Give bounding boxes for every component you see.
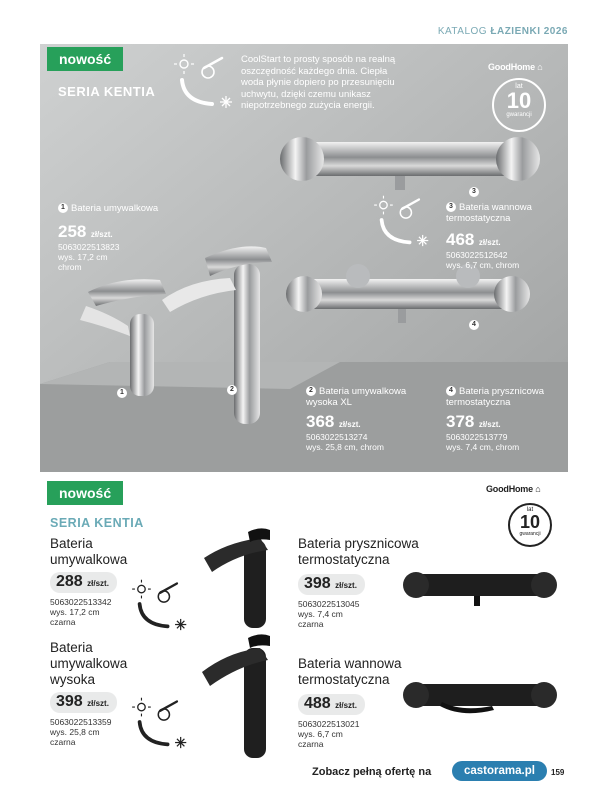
product-height: wys. 17,2 cm [50, 607, 100, 617]
product-finish: czarna [298, 739, 324, 749]
marker-3: 3 [469, 187, 479, 197]
home-icon: ⌂ [535, 484, 541, 494]
warranty-badge-top [492, 78, 546, 132]
product-ean: 5063022512642 [446, 250, 508, 260]
product-height: wys. 6,7 cm [298, 729, 343, 739]
warranty-bottom-label: gwarancji [506, 112, 532, 118]
price-box [50, 572, 117, 593]
coolstart-icon-dark-2 [132, 694, 192, 750]
product-finish: czarna [50, 617, 76, 627]
series-title-top: SERIA KENTIA [58, 84, 156, 99]
home-icon: ⌂ [537, 62, 543, 72]
catalog-label: KATALOG [437, 26, 488, 37]
product-price: 288 [56, 573, 83, 590]
warranty-top-label: lat [515, 83, 523, 90]
product-name-line: umywalkowa [50, 656, 128, 671]
product-height: wys. 25,8 cm [50, 727, 100, 737]
goodhome-logo-top: GoodHome ⌂ [488, 62, 543, 72]
product-height: wys. 7,4 cm [298, 609, 343, 619]
product-name: 3 Bateria wannowa termostatyczna [446, 202, 532, 224]
product-ean: 5063022513021 [298, 719, 360, 729]
castorama-link[interactable]: castorama.pl [452, 761, 547, 781]
price-unit: zł/szt. [335, 701, 357, 710]
price-unit: zł/szt. [478, 420, 501, 429]
top-product-2 [306, 386, 426, 452]
black-basin-faucet-image [198, 520, 278, 630]
product-height: wys. 6,7 cm, chrom [446, 260, 520, 270]
product-finish: czarna [50, 737, 76, 747]
product-name-line: wysoka [50, 672, 96, 687]
warranty-badge-bottom [508, 503, 552, 547]
product-ean: 5063022513359 [50, 717, 112, 727]
product-name-line: Bateria [50, 536, 93, 551]
product-name: 2 Bateria umywalkowa wysoka XL [306, 386, 407, 408]
product-name-line: Bateria prysznicowa [298, 536, 419, 551]
price-unit: zł/szt. [335, 581, 357, 590]
warranty-years: 10 [506, 88, 532, 113]
product-name: 1 Bateria umywalkowa [58, 203, 178, 214]
new-badge-bottom: nowość [47, 481, 123, 505]
price-box [50, 692, 117, 713]
product-name-line: Bateria [50, 640, 93, 655]
product-height: wys. 17,2 cm [58, 252, 108, 262]
warranty-years: 10 [519, 512, 541, 532]
product-ean: 5063022513779 [446, 432, 508, 442]
price-unit: zł/szt. [90, 230, 113, 239]
bottom-product-3 [298, 536, 448, 629]
top-product-4 [446, 386, 564, 452]
price-unit: zł/szt. [338, 420, 361, 429]
coolstart-icon [174, 50, 238, 110]
marker-1: 1 [117, 388, 127, 398]
price-box [298, 574, 365, 595]
black-tall-faucet-image [198, 630, 278, 760]
page-number: 159 [551, 768, 565, 777]
product-name-line: Bateria wannowa [298, 656, 402, 671]
product-price: 398 [304, 575, 331, 592]
product-price: 398 [56, 693, 83, 710]
product-name-line: termostatyczna [298, 672, 390, 687]
top-product-1 [58, 203, 178, 272]
catalog-title: ŁAZIENKI 2026 [490, 26, 568, 37]
product-price: 258 [58, 222, 87, 241]
series-title-bottom: SERIA KENTIA [50, 516, 144, 530]
marker-2: 2 [227, 385, 237, 395]
price-box [298, 694, 365, 715]
bottom-product-4 [298, 656, 448, 749]
top-product-3 [446, 202, 564, 270]
product-price: 378 [446, 412, 475, 431]
product-finish: chrom [58, 262, 82, 272]
product-finish: czarna [298, 619, 324, 629]
warranty-bottom-label: gwarancji [519, 531, 541, 537]
bottom-product-1 [50, 536, 140, 627]
product-name-line: umywalkowa [50, 552, 128, 567]
price-unit: zł/szt. [87, 699, 109, 708]
product-name-line: termostatyczna [298, 552, 390, 567]
coolstart-icon-dark-1 [132, 576, 192, 632]
product-height: wys. 7,4 cm, chrom [446, 442, 520, 452]
product-height: wys. 25,8 cm, chrom [306, 442, 384, 452]
product-price: 488 [304, 695, 331, 712]
product-price: 368 [306, 412, 335, 431]
product-ean: 5063022513342 [50, 597, 112, 607]
marker-4: 4 [469, 320, 479, 330]
price-unit: zł/szt. [87, 579, 109, 588]
product-ean: 5063022513045 [298, 599, 360, 609]
product-price: 468 [446, 230, 475, 249]
footer-text: Zobacz pełną ofertę na [312, 766, 432, 778]
product-ean: 5063022513274 [306, 432, 368, 442]
warranty-top-label: lat [526, 507, 534, 513]
price-unit: zł/szt. [478, 238, 501, 247]
product-ean: 5063022513823 [58, 242, 120, 252]
catalog-header [438, 26, 568, 37]
new-badge-top: nowość [47, 47, 123, 71]
product-name: 4 Bateria prysznicowa termostatyczna [446, 386, 545, 408]
goodhome-logo-bottom: GoodHome ⌂ [486, 484, 541, 494]
coolstart-description: CoolStart to prosty sposób na realną oszczędność każdego dnia. Ciepła woda płynie dopiero po przesunięciu uchwytu, dzięki czemu unikasz niepotrzebnego zużycia energii. [241, 54, 396, 111]
bottom-product-2 [50, 640, 140, 747]
coolstart-icon-mid [374, 192, 434, 248]
